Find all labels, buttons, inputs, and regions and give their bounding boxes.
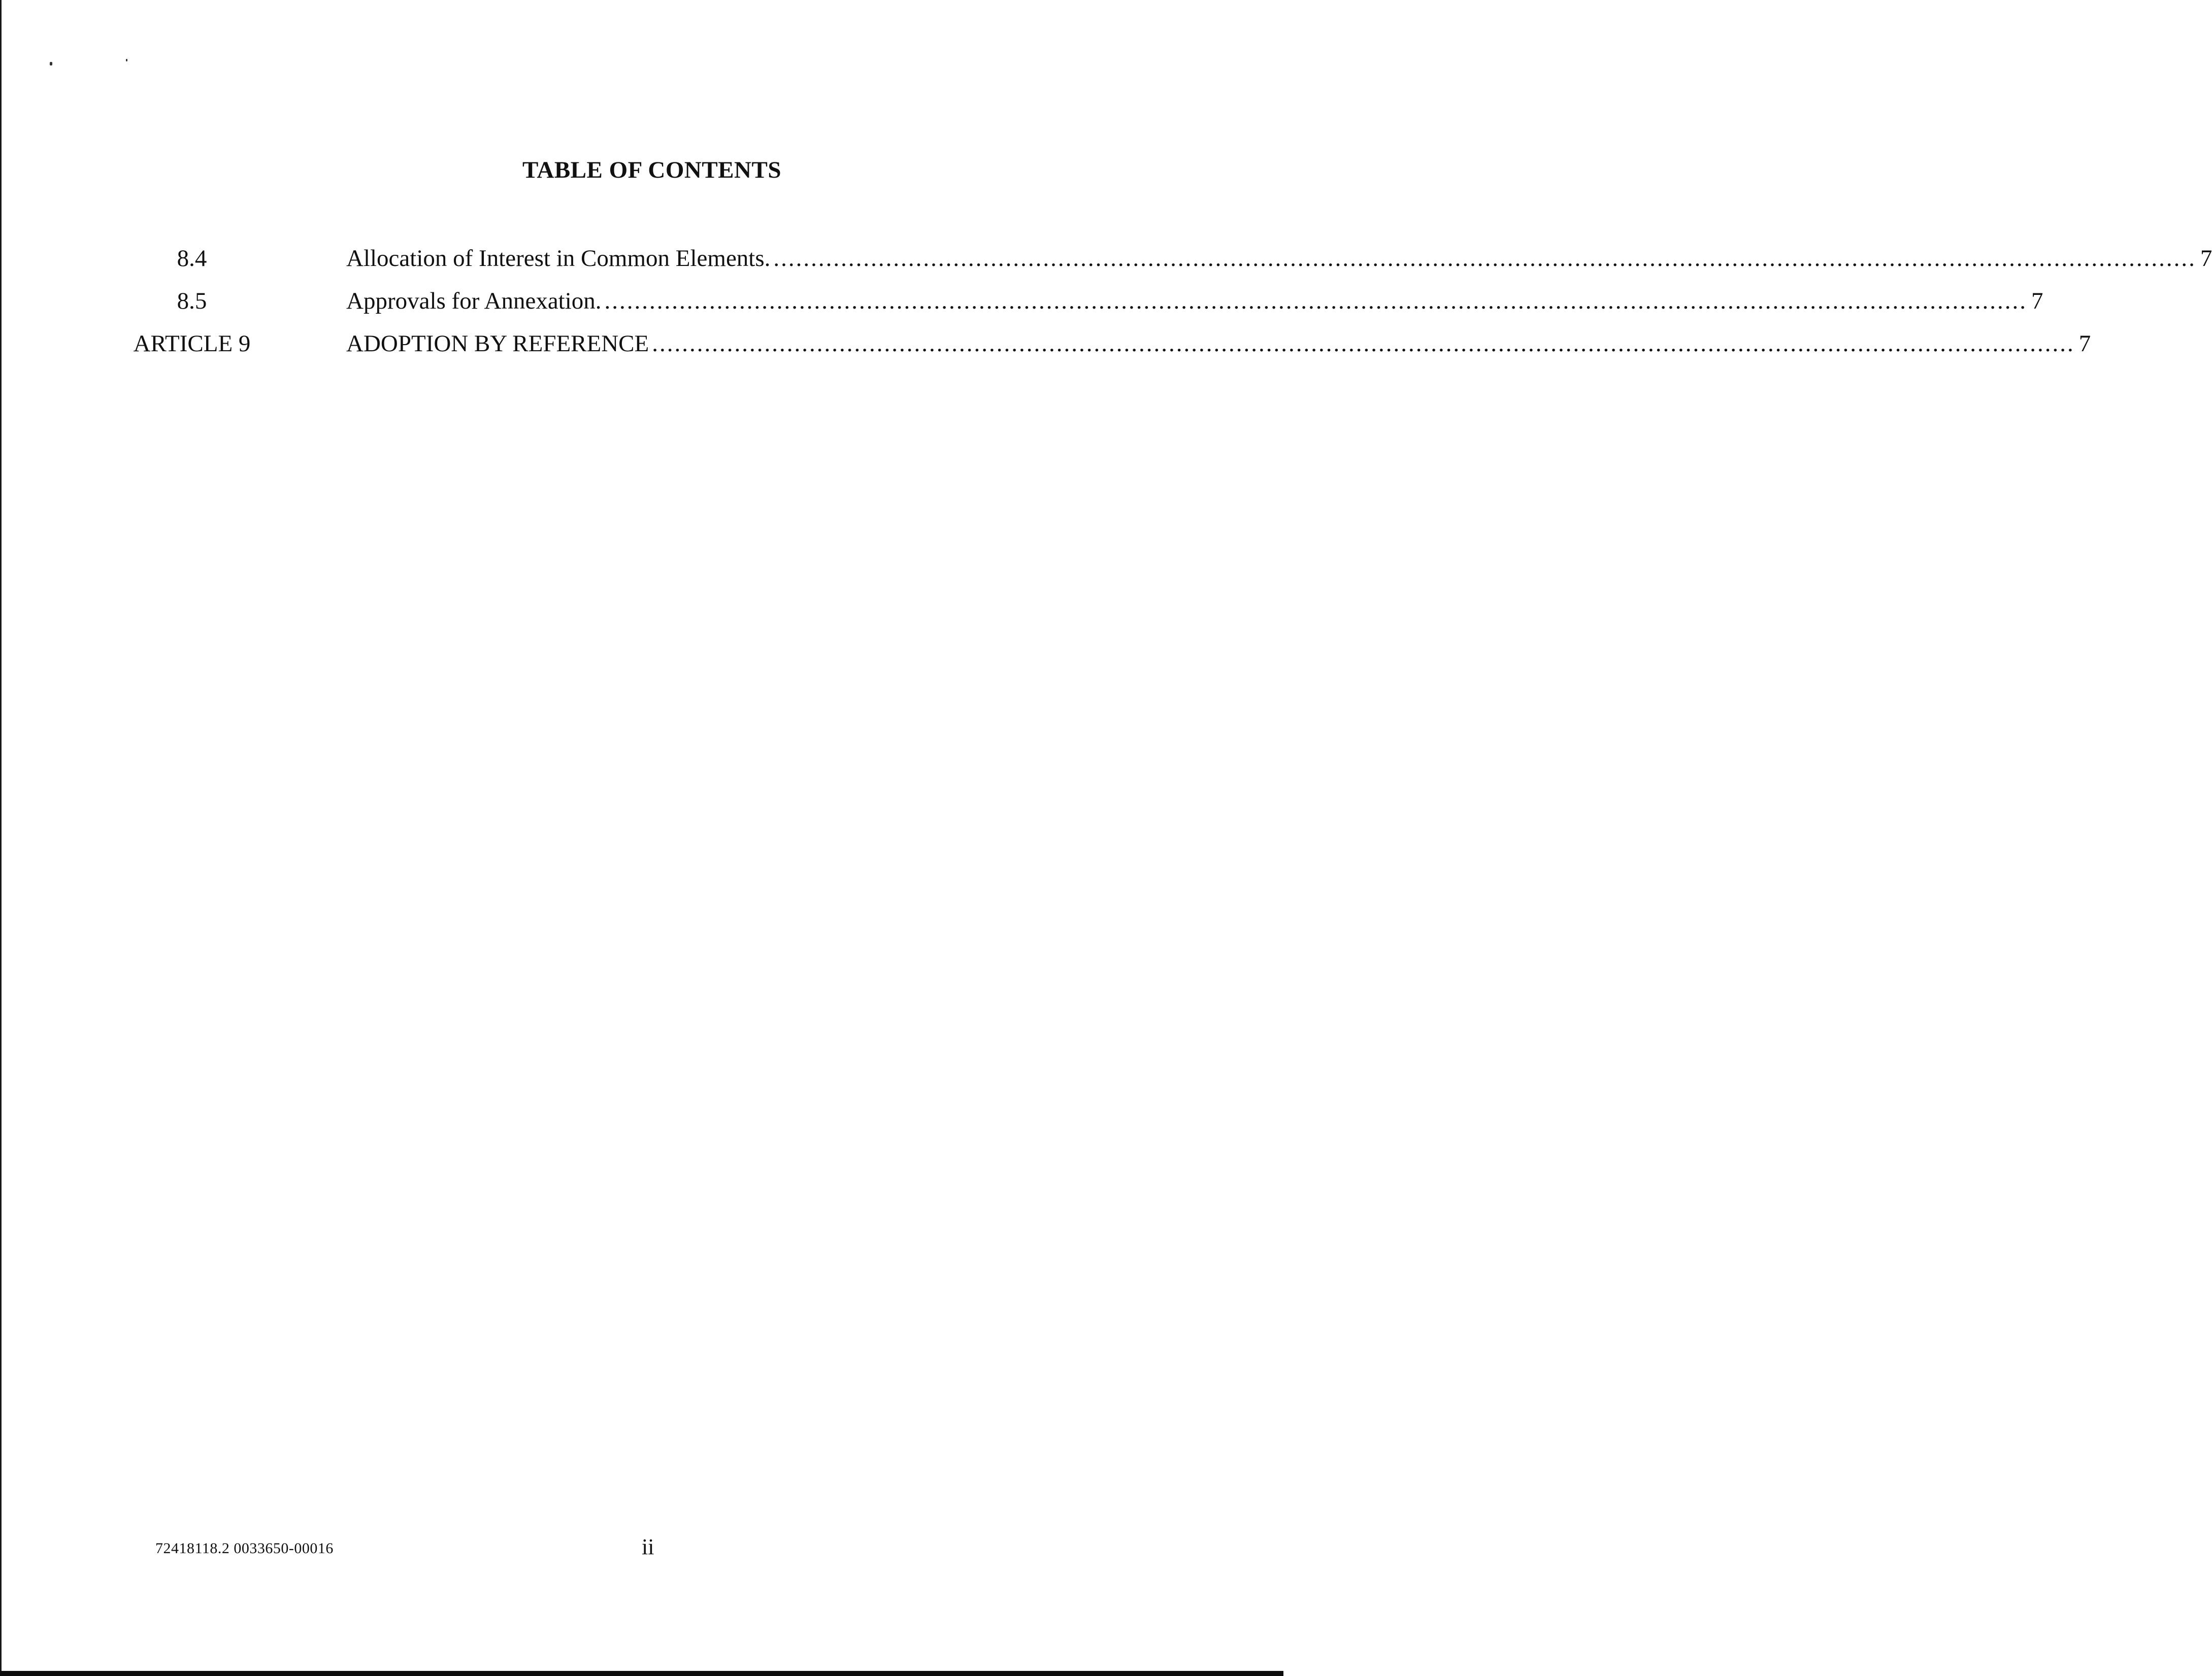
toc-entry xyxy=(346,284,2043,318)
toc-list xyxy=(0,242,2212,370)
toc-entry-page: 7 xyxy=(2031,288,2043,314)
toc-dot-leader: .............................................................................................................................................................................................. xyxy=(773,245,2196,272)
scan-speck xyxy=(50,62,52,65)
toc-entry-number: 8.5 xyxy=(177,288,207,314)
toc-entry-page: 7 xyxy=(2200,245,2212,272)
toc-entry xyxy=(346,242,2212,275)
toc-row xyxy=(0,327,2091,370)
footer-document-id: 72418118.2 0033650-00016 xyxy=(155,1540,334,1557)
toc-entry-title: ADOPTION BY REFERENCE xyxy=(346,330,649,357)
toc-dot-leader: .............................................................................................................................................................................................. xyxy=(604,288,2028,314)
toc-entry-number: 8.4 xyxy=(177,245,207,272)
toc-entry-page: 7 xyxy=(2078,330,2091,357)
scan-speck xyxy=(126,59,127,61)
footer-page-number: ii xyxy=(642,1534,654,1559)
toc-entry-number: ARTICLE 9 xyxy=(133,330,251,357)
toc-row xyxy=(0,242,2212,284)
page-title: TABLE OF CONTENTS xyxy=(522,157,781,183)
toc-dot-leader: .............................................................................................................................................................................................. xyxy=(652,330,2075,357)
toc-row xyxy=(0,284,2043,327)
toc-entry-title: Allocation of Interest in Common Elements. xyxy=(346,245,771,272)
toc-entry xyxy=(346,327,2091,360)
scan-edge-bottom xyxy=(0,1671,1283,1676)
toc-entry-title: Approvals for Annexation. xyxy=(346,288,602,314)
